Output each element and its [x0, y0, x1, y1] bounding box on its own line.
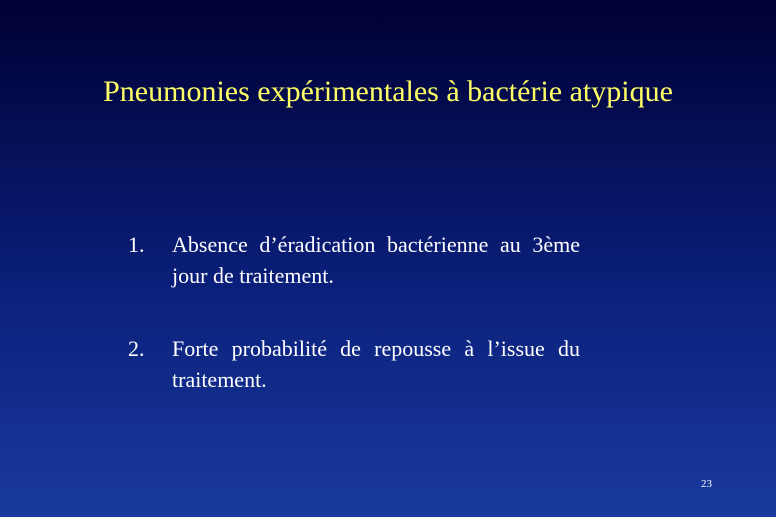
- page-number: 23: [701, 478, 712, 490]
- list-item-number: 2.: [128, 336, 145, 361]
- list-item-number: 1.: [128, 232, 145, 257]
- list-item-text: Forte probabilité de repousse à l’issue du traitement.: [172, 336, 580, 392]
- slide-title: Pneumonies expérimentales à bactérie atypique: [103, 75, 673, 108]
- numbered-list: [128, 229, 580, 437]
- list-item-text: Absence d’éradication bactérienne au 3ème jour de traitement.: [172, 232, 580, 288]
- list-item-2: [128, 333, 580, 395]
- list-item-1: [128, 229, 580, 291]
